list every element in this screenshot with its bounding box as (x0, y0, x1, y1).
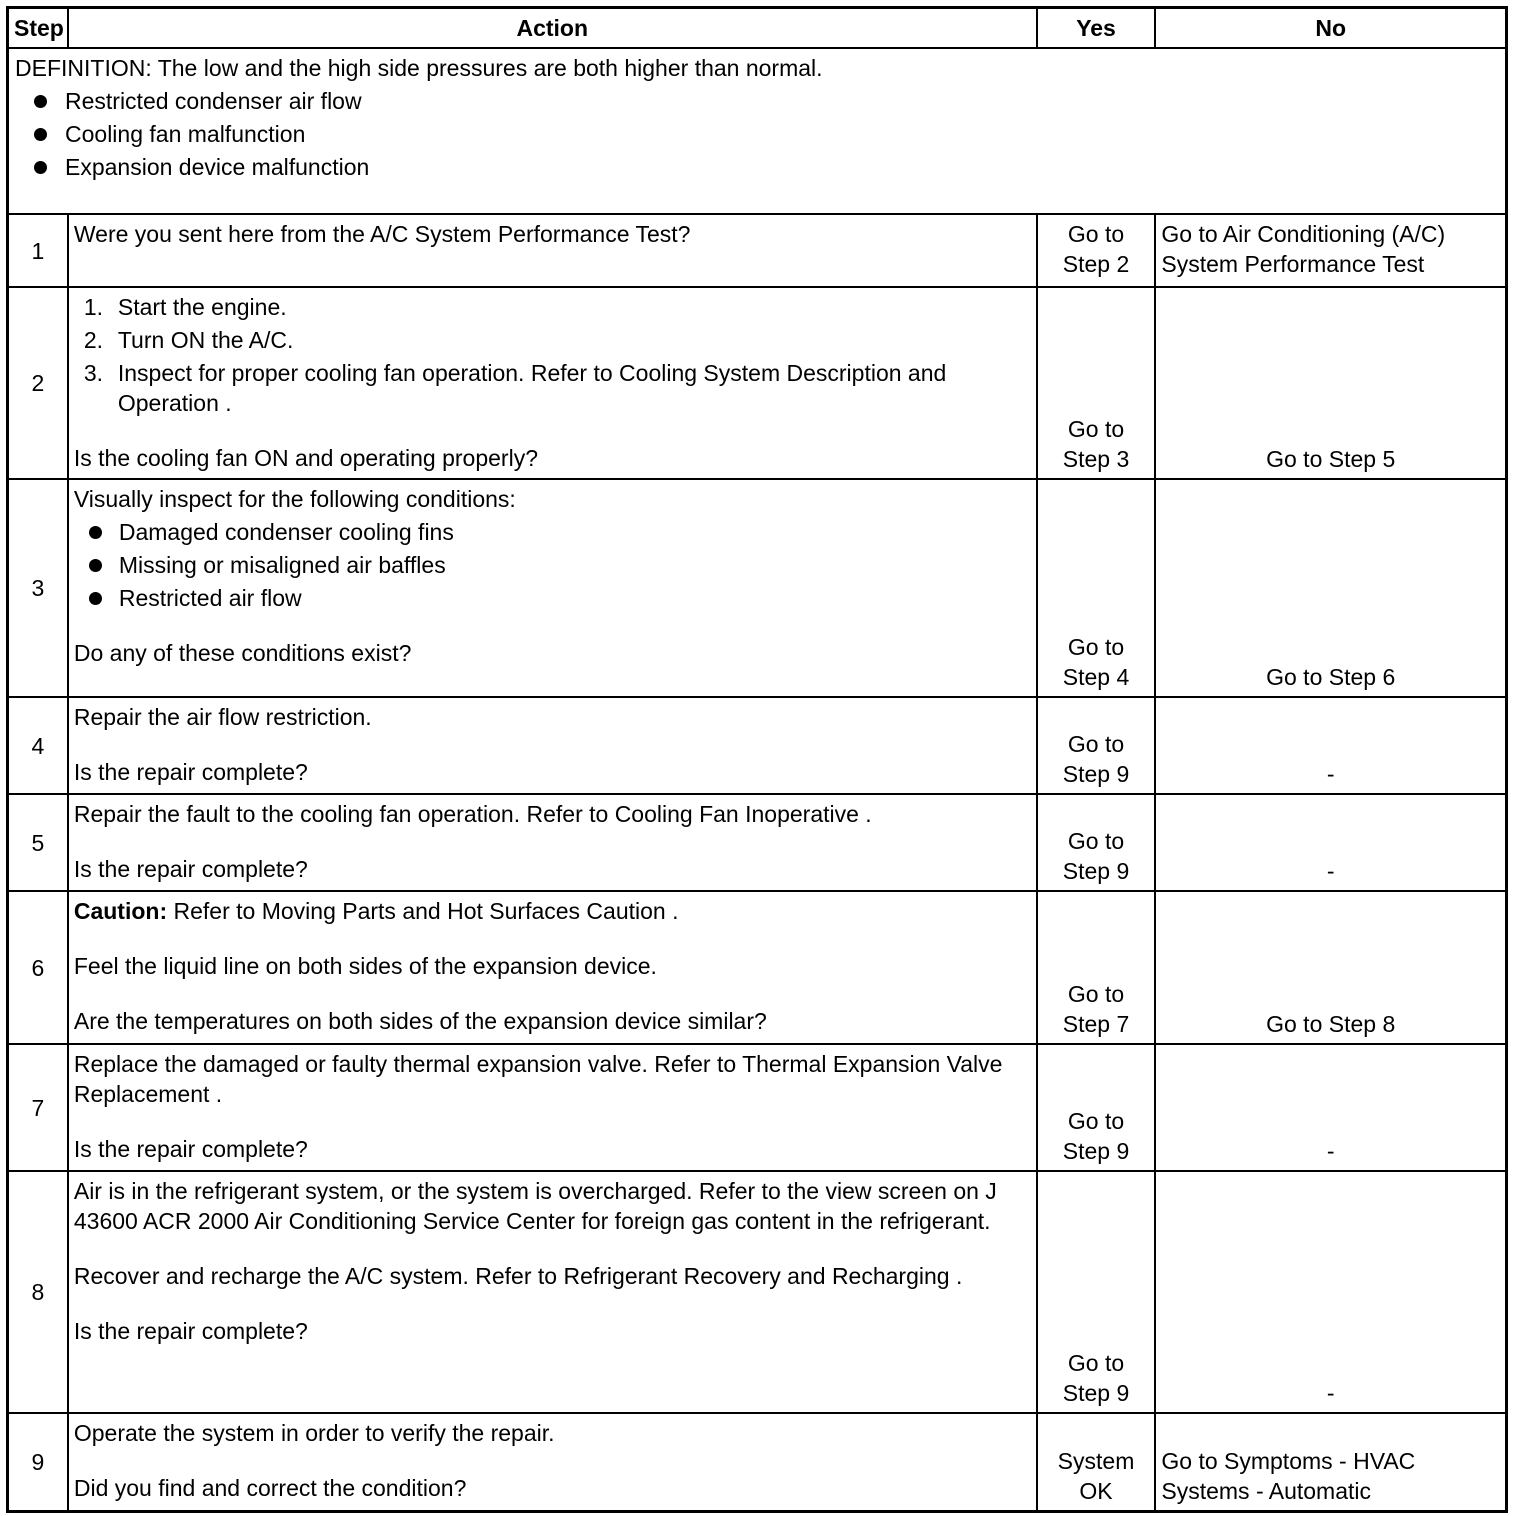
condition-bullets (74, 517, 1031, 613)
question-text: Do any of these conditions exist? (73, 640, 412, 666)
yes-cell: Go to Step 4 (1037, 479, 1156, 697)
action-cell: Replace the damaged or faulty thermal expansion valve. Refer to Thermal Expansion Valve Replacement . Is the repair complete? (68, 1044, 1037, 1171)
definition-cell (8, 48, 1507, 214)
question-text: Is the repair complete? (73, 759, 308, 785)
yes-cell: Go to Step 9 (1037, 697, 1156, 794)
definition-row (8, 48, 1507, 214)
list-item: Restricted air flow (74, 583, 1031, 613)
step-number: 6 (8, 891, 68, 1044)
action-cell: Repair the fault to the cooling fan operation. Refer to Cooling Fan Inoperative . Is the repair complete? (68, 794, 1037, 891)
header-step: Step (8, 8, 68, 49)
yes-cell: Go to Step 9 (1037, 1044, 1156, 1171)
list-item: Missing or misaligned air baffles (74, 550, 1031, 580)
caution-label: Caution: (73, 898, 168, 924)
no-cell: Go to Air Conditioning (A/C) System Performance Test (1155, 214, 1506, 287)
header-row (8, 8, 1507, 49)
step-number: 9 (8, 1413, 68, 1511)
bullet-icon (89, 526, 102, 539)
no-cell: Go to Step 8 (1155, 891, 1506, 1044)
no-cell: - (1155, 794, 1506, 891)
bullet-icon (34, 161, 47, 174)
action-cell: Were you sent here from the A/C System Performance Test? (68, 214, 1037, 287)
list-item: Damaged condenser cooling fins (74, 517, 1031, 547)
bullet-icon (89, 559, 102, 572)
step-number: 5 (8, 794, 68, 891)
header-no: No (1155, 8, 1506, 49)
table-row (8, 214, 1507, 287)
caution-text: Caution: Refer to Moving Parts and Hot Surfaces Caution . (73, 898, 679, 924)
action-cell (68, 287, 1037, 479)
yes-cell: Go to Step 7 (1037, 891, 1156, 1044)
action-cell: Air is in the refrigerant system, or the system is overcharged. Refer to the view screen on J 43600 ACR 2000 Air Conditioning Service Center for foreign gas content in the refrigerant. Recover and recharge the A/C system. Refer to Refrigerant Recovery and Recharging . Is the repair complete? (68, 1171, 1037, 1413)
bullet-icon (89, 592, 102, 605)
table-row (8, 794, 1507, 891)
action-cell: Caution: Refer to Moving Parts and Hot Surfaces Caution . Feel the liquid line on both sides of the expansion device. Are the temperatures on both sides of the expansion device similar? (68, 891, 1037, 1044)
yes-cell: Go to Step 9 (1037, 1171, 1156, 1413)
step-number: 3 (8, 479, 68, 697)
table-row (8, 479, 1507, 697)
bullet-icon (34, 128, 47, 141)
step-number: 4 (8, 697, 68, 794)
action-cell: Operate the system in order to verify the repair. Did you find and correct the condition? (68, 1413, 1037, 1511)
numbered-list (74, 292, 1031, 418)
action-cell: Repair the air flow restriction. Is the repair complete? (68, 697, 1037, 794)
action-cell: Visually inspect for the following conditions: Damaged condenser cooling fins Missing or misaligned air baffles Restricted air flow Do any of these conditions exist? (68, 479, 1037, 697)
step-number: 7 (8, 1044, 68, 1171)
header-yes: Yes (1037, 8, 1156, 49)
table-row (8, 1044, 1507, 1171)
list-item: 3. Inspect for proper cooling fan operation. Refer to Cooling System Description and Operation . (83, 360, 947, 416)
question-text: Is the repair complete? (73, 1136, 308, 1162)
yes-cell: System OK (1037, 1413, 1156, 1511)
table-row (8, 1171, 1507, 1413)
no-cell: - (1155, 697, 1506, 794)
no-cell: Go to Step 5 (1155, 287, 1506, 479)
list-item: Expansion device malfunction (15, 152, 1500, 182)
question-text: Is the repair complete? (73, 856, 308, 882)
yes-cell: Go to Step 3 (1037, 287, 1156, 479)
list-item: Cooling fan malfunction (15, 119, 1500, 149)
no-cell: - (1155, 1171, 1506, 1413)
definition-text: DEFINITION: The low and the high side pressures are both higher than normal. (15, 55, 823, 81)
question-text: Did you find and correct the condition? (73, 1475, 467, 1501)
no-cell: Go to Symptoms - HVAC Systems - Automatic (1155, 1413, 1506, 1511)
list-item: Restricted condenser air flow (15, 86, 1500, 116)
table-row (8, 1413, 1507, 1511)
no-cell: Go to Step 6 (1155, 479, 1506, 697)
header-action: Action (68, 8, 1037, 49)
list-item: 2. Turn ON the A/C. (83, 327, 294, 353)
yes-cell: Go to Step 2 (1037, 214, 1156, 287)
table-row (8, 891, 1507, 1044)
table-row (8, 697, 1507, 794)
bullet-icon (34, 95, 47, 108)
step-number: 2 (8, 287, 68, 479)
step-number: 8 (8, 1171, 68, 1413)
step-number: 1 (8, 214, 68, 287)
yes-cell: Go to Step 9 (1037, 794, 1156, 891)
definition-bullets (15, 86, 1500, 182)
table-row (8, 287, 1507, 479)
diagnostic-table (6, 6, 1508, 1513)
no-cell: - (1155, 1044, 1506, 1171)
question-text: Is the repair complete? (73, 1318, 308, 1344)
question-text: Are the temperatures on both sides of the expansion device similar? (73, 1008, 767, 1034)
question-text: Is the cooling fan ON and operating properly? (73, 445, 538, 471)
list-item: 1. Start the engine. (83, 294, 287, 320)
